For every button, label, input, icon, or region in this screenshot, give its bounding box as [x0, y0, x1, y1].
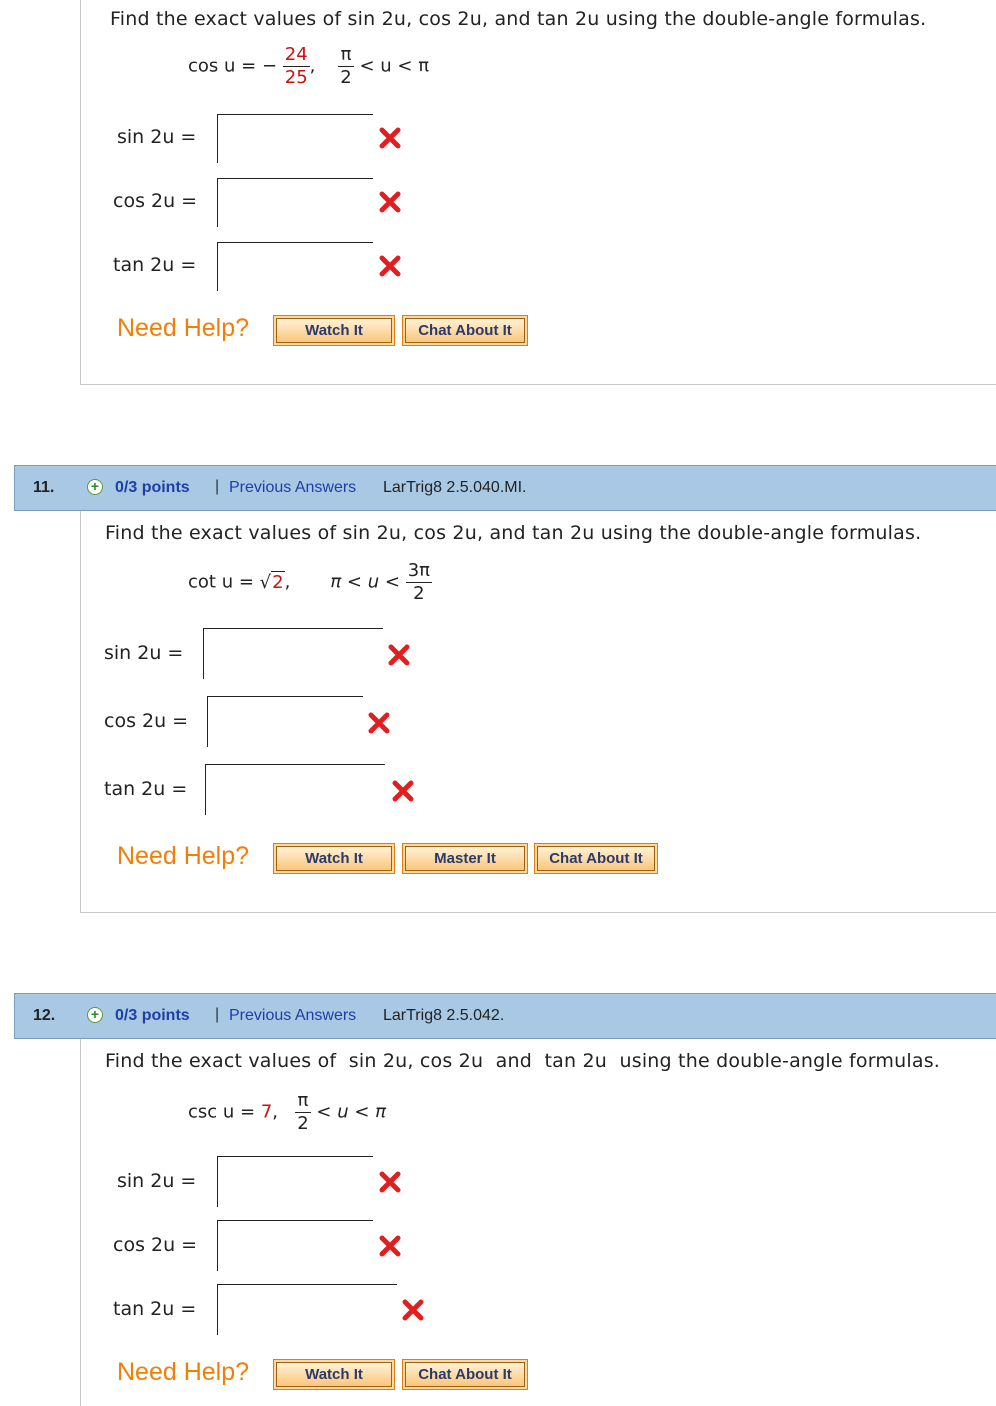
problem-10-prompt: Find the exact values of sin 2u, cos 2u, and tan 2u using the double-angle formulas. — [110, 8, 927, 30]
sin-2u-answer-input[interactable] — [217, 1156, 373, 1207]
previous-answers-link[interactable]: Previous Answers — [229, 479, 357, 496]
x-mark-icon — [379, 1235, 401, 1257]
problem-code: LarTrig8 2.5.040.MI. — [383, 479, 527, 496]
previous-answers-link[interactable]: Previous Answers — [229, 1007, 357, 1024]
range-fraction: $\frac{3\pi}{2}$ — [407, 560, 430, 604]
question-number: 11. — [33, 479, 55, 496]
chat-about-it-button[interactable]: Chat About It — [402, 1359, 528, 1390]
range-fraction: $\frac{\pi}{2}$ — [340, 44, 352, 88]
question-number: 12. — [33, 1007, 56, 1024]
question-header-12 — [14, 993, 996, 1039]
need-help-label: Need Help? — [117, 1358, 250, 1386]
problem-code: LarTrig8 2.5.042. — [383, 1007, 505, 1024]
plus-circle-icon[interactable]: + — [87, 479, 103, 495]
need-help-label: Need Help? — [117, 314, 250, 342]
watch-it-button[interactable]: Watch It — [273, 315, 395, 346]
cos-2u-label: cos 2u = — [104, 710, 189, 732]
sin-2u-label: sin 2u = — [117, 1170, 197, 1192]
sin-2u-label: sin 2u = — [104, 642, 184, 664]
need-help-label: Need Help? — [117, 842, 250, 870]
given-func: cos u = − — [188, 55, 278, 77]
problem-11-prompt: Find the exact values of sin 2u, cos 2u, and tan 2u using the double-angle formulas. — [105, 522, 922, 544]
sin-2u-answer-input[interactable] — [217, 114, 373, 163]
x-mark-icon — [402, 1299, 424, 1321]
given-value: 7 — [260, 1101, 273, 1123]
x-mark-icon — [379, 191, 401, 213]
x-mark-icon — [379, 255, 401, 277]
cos-2u-answer-input[interactable] — [217, 178, 373, 227]
tan-2u-label: tan 2u = — [113, 1298, 197, 1320]
sin-2u-answer-input[interactable] — [203, 628, 383, 679]
cos-2u-label: cos 2u = — [113, 190, 198, 212]
cos-2u-answer-input[interactable] — [207, 696, 363, 747]
tan-2u-answer-input[interactable] — [205, 764, 385, 815]
tan-2u-answer-input[interactable] — [217, 1284, 397, 1335]
x-mark-icon — [368, 712, 390, 734]
problem-10-given: cos u = − $\frac{24}{25}$ , $\frac{\pi}{2}$ < u < π — [188, 44, 430, 88]
plus-circle-icon[interactable]: + — [87, 1007, 103, 1023]
problem-12-given: csc u = 7, $\frac{\pi}{2}$ < u < π — [188, 1090, 386, 1134]
points-link[interactable]: 0/3 points — [115, 1007, 190, 1024]
tan-2u-answer-input[interactable] — [217, 242, 373, 291]
x-mark-icon — [388, 644, 410, 666]
range-fraction: $\frac{\pi}{2}$ — [297, 1090, 309, 1134]
given-fraction: $\frac{24}{25}$ — [284, 44, 308, 88]
separator: | — [215, 1006, 220, 1023]
chat-about-it-button[interactable]: Chat About It — [534, 843, 658, 874]
tan-2u-label: tan 2u = — [113, 254, 197, 276]
sin-2u-label: sin 2u = — [117, 126, 197, 148]
cos-2u-label: cos 2u = — [113, 1234, 198, 1256]
x-mark-icon — [379, 127, 401, 149]
tan-2u-label: tan 2u = — [104, 778, 188, 800]
x-mark-icon — [392, 780, 414, 802]
question-header-11 — [14, 465, 996, 511]
master-it-button[interactable]: Master It — [402, 843, 528, 874]
watch-it-button[interactable]: Watch It — [273, 843, 395, 874]
watch-it-button[interactable]: Watch It — [273, 1359, 395, 1390]
problem-12-prompt: Find the exact values of sin 2u, cos 2u and tan 2u using the double-angle formulas. — [105, 1050, 941, 1072]
problem-11-given: cot u = √2, π < u < $\frac{3\pi}{2}$ — [188, 560, 430, 604]
separator: | — [215, 478, 220, 495]
points-link[interactable]: 0/3 points — [115, 479, 190, 496]
x-mark-icon — [379, 1171, 401, 1193]
cos-2u-answer-input[interactable] — [217, 1220, 373, 1271]
sqrt-expression: √2 — [259, 571, 284, 593]
chat-about-it-button[interactable]: Chat About It — [402, 315, 528, 346]
